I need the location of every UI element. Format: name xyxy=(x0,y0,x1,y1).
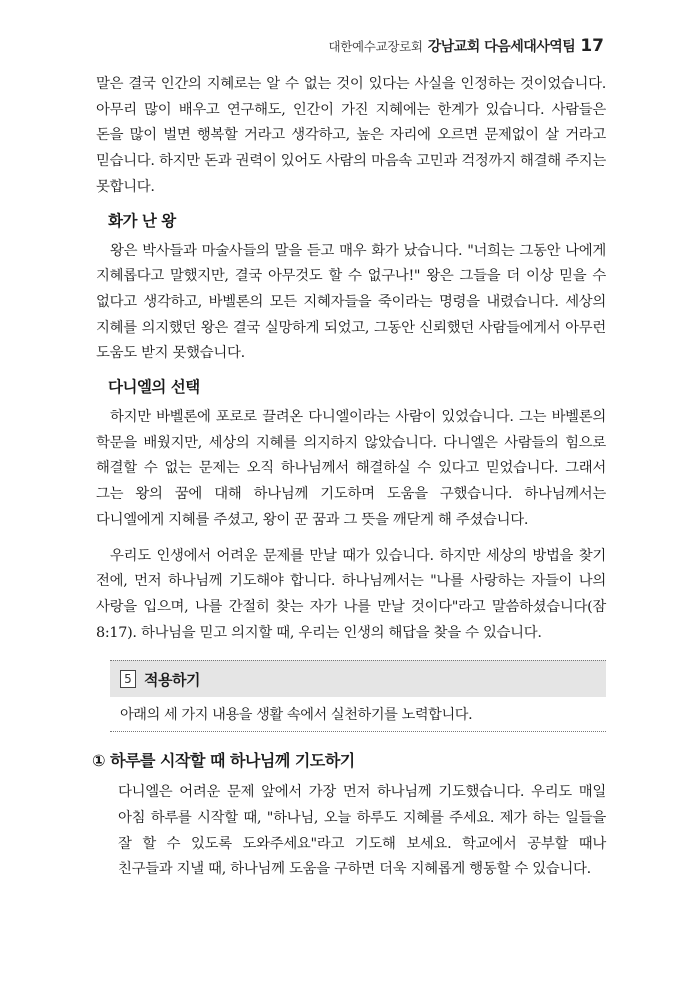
team-name: 강남교회 다음세대사역팀 xyxy=(427,39,576,55)
item-heading-1: ① 하루를 시작할 때 하나님께 기도하기 xyxy=(92,751,355,771)
page-number: 17 xyxy=(580,36,604,56)
apply-description: 아래의 세 가지 내용을 생활 속에서 실천하기를 노력합니다. xyxy=(110,697,606,732)
apply-number-badge: 5 xyxy=(120,670,136,688)
intro-paragraph: 말은 결국 인간의 지혜로는 알 수 없는 것이 있다는 사실을 인정하는 것이었습니다. 아무리 많이 배우고 연구해도, 인간이 가진 지혜에는 한계가 있습니다. 사람들은 돈을 많이 벌면 행복할 거라고 생각하고, 높은 자리에 오르면 문제없이 살 거라고 믿습니다. 하지만 돈과 권력이 있어도 사람의 마음속 고민과 걱정까지 해결해 주지는 못합니다. xyxy=(96,76,606,195)
section-paragraph-angry-king: 왕은 박사들과 마술사들의 말을 듣고 매우 화가 났습니다. "너희는 그동안 나에게 지혜롭다고 말했지만, 결국 아무것도 할 수 없구나!" 왕은 그들을 더 이상 믿을 수 없다고 생각하고, 바벨론의 모든 지혜자들을 죽이라는 명령을 내렸습니다. 세상의 지혜를 의지했던 왕은 결국 실망하게 되었고, 그동안 신뢰했던 사람들에게서 아무런 도움도 받지 못했습니다. xyxy=(96,242,606,362)
section-heading-angry-king: 화가 난 왕 xyxy=(108,211,176,230)
page-body xyxy=(92,72,606,883)
section-paragraph-daniels-choice-1: 하지만 바벨론에 포로로 끌려온 다니엘이라는 사람이 있었습니다. 그는 바벨론의 학문을 배웠지만, 세상의 지혜를 의지하지 않았습니다. 다니엘은 사람들의 힘으로 해결할 수 없는 문제는 오직 하나님께서 해결하실 수 있다고 믿었습니다. 그래서 그는 왕의 꿈에 대해 하나님께 기도하며 도움을 구했습니다. 하나님께서는 다니엘에게 지혜를 주셨고, 왕이 꾼 꿈과 그 뜻을 깨닫게 해 주셨습니다. xyxy=(96,409,606,528)
item-paragraph-1: 다니엘은 어려운 문제 앞에서 가장 먼저 하나님께 기도했습니다. 우리도 매일 아침 하루를 시작할 때, "하나님, 오늘 하루도 지혜를 주세요. 제가 하는 일들을 잘 할 수 있도록 도와주세요"라고 기도해 보세요. 학교에서 공부할 때나 친구들과 지낼 때, 하나님께 도움을 구하면 더욱 지혜롭게 행동할 수 있습니다. xyxy=(118,784,606,878)
section-paragraph-daniels-choice-2: 우리도 인생에서 어려운 문제를 만날 때가 있습니다. 하지만 세상의 방법을 찾기 전에, 먼저 하나님께 기도해야 합니다. 하나님께서는 "나를 사랑하는 자들이 나의 사랑을 입으며, 나를 간절히 찾는 자가 나를 만날 것이다"라고 말씀하셨습니다(잠 8:17). 하나님을 믿고 의지할 때, 우리는 인생의 해답을 찾을 수 있습니다. xyxy=(96,547,606,641)
section-heading-daniels-choice: 다니엘의 선택 xyxy=(108,378,200,397)
apply-title: 적용하기 xyxy=(144,670,200,689)
church-name: 대한예수교장로회 xyxy=(328,39,423,54)
page-header xyxy=(328,36,604,56)
apply-header xyxy=(110,660,606,697)
apply-box xyxy=(110,660,606,732)
